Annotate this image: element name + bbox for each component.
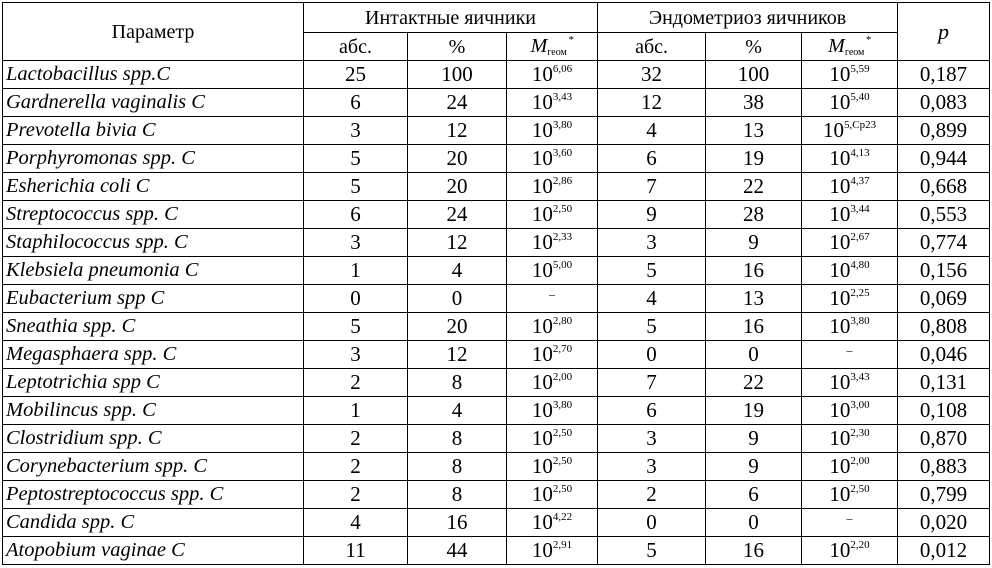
intact-abs: 1: [304, 257, 408, 285]
intact-percent: 8: [408, 453, 507, 481]
endometriosis-mgeom: 10$^{4,13}$: [802, 145, 898, 173]
intact-percent: 12: [408, 229, 507, 257]
organism-name: Sneathia spp. C: [3, 313, 304, 341]
p-value: 0,899: [898, 117, 990, 145]
table-row: [3, 145, 990, 173]
organism-name: Clostridium spp. C: [3, 425, 304, 453]
intact-percent: 0: [408, 285, 507, 313]
table-row: [3, 509, 990, 537]
endometriosis-percent: 19: [706, 145, 802, 173]
intact-mgeom: 10$^{3,60}$: [507, 145, 598, 173]
intact-mgeom: 10$^{6,06}$: [507, 61, 598, 89]
table-row: [3, 537, 990, 565]
table-row: [3, 257, 990, 285]
organism-name: Porphyromonas spp. C: [3, 145, 304, 173]
p-value: 0,012: [898, 537, 990, 565]
intact-abs: 3: [304, 229, 408, 257]
endometriosis-percent: 9: [706, 425, 802, 453]
mgeom-header: $M_{геом}^*$: [507, 33, 598, 61]
intact-mgeom: 10$^{5,00}$: [507, 257, 598, 285]
intact-percent: 24: [408, 201, 507, 229]
percent-header: %: [408, 33, 507, 61]
p-value: 0,799: [898, 481, 990, 509]
endometriosis-abs: 4: [598, 285, 706, 313]
intact-percent: 12: [408, 341, 507, 369]
group-intact-header: Интактные яичники: [304, 3, 598, 33]
endometriosis-percent: 16: [706, 257, 802, 285]
organism-name: Klebsiela pneumonia C: [3, 257, 304, 285]
table-row: [3, 425, 990, 453]
intact-mgeom: 10$^{2,80}$: [507, 313, 598, 341]
endometriosis-percent: 16: [706, 537, 802, 565]
p-value: 0,553: [898, 201, 990, 229]
endometriosis-percent: 6: [706, 481, 802, 509]
intact-abs: 2: [304, 425, 408, 453]
p-value: 0,046: [898, 341, 990, 369]
intact-abs: 5: [304, 145, 408, 173]
organism-name: Candida spp. C: [3, 509, 304, 537]
organism-name: Mobilincus spp. C: [3, 397, 304, 425]
intact-mgeom: –: [507, 285, 598, 313]
endometriosis-percent: 100: [706, 61, 802, 89]
endometriosis-abs: 6: [598, 397, 706, 425]
intact-abs: 2: [304, 369, 408, 397]
organism-name: Gardnerella vaginalis C: [3, 89, 304, 117]
endometriosis-percent: 19: [706, 397, 802, 425]
endometriosis-percent: 9: [706, 453, 802, 481]
endometriosis-percent: 9: [706, 229, 802, 257]
intact-abs: 3: [304, 341, 408, 369]
table-row: [3, 313, 990, 341]
table-row: [3, 201, 990, 229]
intact-mgeom: 10$^{2,50}$: [507, 201, 598, 229]
intact-percent: 8: [408, 369, 507, 397]
endometriosis-percent: 38: [706, 89, 802, 117]
intact-percent: 20: [408, 173, 507, 201]
p-value: 0,020: [898, 509, 990, 537]
intact-abs: 1: [304, 397, 408, 425]
endometriosis-percent: 13: [706, 285, 802, 313]
table-row: [3, 369, 990, 397]
p-value: 0,668: [898, 173, 990, 201]
table-body: [3, 61, 990, 565]
intact-percent: 12: [408, 117, 507, 145]
intact-percent: 44: [408, 537, 507, 565]
intact-abs: 3: [304, 117, 408, 145]
endometriosis-mgeom: 10$^{3,43}$: [802, 369, 898, 397]
mgeom-header: $M_{геом}^*$: [802, 33, 898, 61]
intact-mgeom: 10$^{2,50}$: [507, 453, 598, 481]
endometriosis-mgeom: 10$^{4,80}$: [802, 257, 898, 285]
intact-abs: 5: [304, 313, 408, 341]
intact-percent: 100: [408, 61, 507, 89]
endometriosis-abs: 2: [598, 481, 706, 509]
endometriosis-abs: 0: [598, 509, 706, 537]
endometriosis-mgeom: 10$^{3,44}$: [802, 201, 898, 229]
endometriosis-abs: 3: [598, 453, 706, 481]
intact-mgeom: 10$^{3,80}$: [507, 397, 598, 425]
percent-header: %: [706, 33, 802, 61]
intact-abs: 6: [304, 89, 408, 117]
table-header: [3, 3, 990, 61]
abs-header: абс.: [304, 33, 408, 61]
intact-percent: 8: [408, 425, 507, 453]
endometriosis-mgeom: 10$^{4,37}$: [802, 173, 898, 201]
endometriosis-percent: 28: [706, 201, 802, 229]
endometriosis-abs: 3: [598, 425, 706, 453]
p-value: 0,108: [898, 397, 990, 425]
intact-percent: 20: [408, 145, 507, 173]
table-row: [3, 453, 990, 481]
endometriosis-abs: 6: [598, 145, 706, 173]
p-value: 0,156: [898, 257, 990, 285]
table-row: [3, 173, 990, 201]
p-value: 0,870: [898, 425, 990, 453]
p-value: 0,883: [898, 453, 990, 481]
intact-abs: 11: [304, 537, 408, 565]
intact-abs: 5: [304, 173, 408, 201]
p-value: 0,808: [898, 313, 990, 341]
table-row: [3, 61, 990, 89]
intact-percent: 24: [408, 89, 507, 117]
organism-name: Corynebacterium spp. C: [3, 453, 304, 481]
p-value: 0,131: [898, 369, 990, 397]
organism-name: Leptotrichia spp C: [3, 369, 304, 397]
intact-mgeom: 10$^{2,86}$: [507, 173, 598, 201]
endometriosis-percent: 0: [706, 509, 802, 537]
endometriosis-percent: 22: [706, 369, 802, 397]
p-value: 0,774: [898, 229, 990, 257]
intact-abs: 2: [304, 481, 408, 509]
group-endometriosis-header: Эндометриоз яичников: [598, 3, 898, 33]
intact-mgeom: 10$^{2,33}$: [507, 229, 598, 257]
p-value-header: p: [898, 3, 990, 61]
organism-name: Prevotella bivia C: [3, 117, 304, 145]
endometriosis-abs: 12: [598, 89, 706, 117]
intact-mgeom: 10$^{4,22}$: [507, 509, 598, 537]
table-row: [3, 397, 990, 425]
intact-percent: 4: [408, 397, 507, 425]
endometriosis-mgeom: –: [802, 509, 898, 537]
endometriosis-mgeom: 10$^{2,20}$: [802, 537, 898, 565]
intact-percent: 20: [408, 313, 507, 341]
intact-mgeom: 10$^{2,91}$: [507, 537, 598, 565]
organism-name: Streptococcus spp. C: [3, 201, 304, 229]
endometriosis-percent: 13: [706, 117, 802, 145]
table-row: [3, 117, 990, 145]
endometriosis-abs: 7: [598, 173, 706, 201]
endometriosis-abs: 4: [598, 117, 706, 145]
table-row: [3, 89, 990, 117]
endometriosis-mgeom: 10$^{2,00}$: [802, 453, 898, 481]
organism-name: Eubacterium spp C: [3, 285, 304, 313]
endometriosis-abs: 5: [598, 313, 706, 341]
intact-mgeom: 10$^{2,00}$: [507, 369, 598, 397]
endometriosis-mgeom: 10$^{2,25}$: [802, 285, 898, 313]
organism-name: Megasphaera spp. C: [3, 341, 304, 369]
p-value: 0,944: [898, 145, 990, 173]
p-value: 0,069: [898, 285, 990, 313]
intact-mgeom: 10$^{2,50}$: [507, 425, 598, 453]
intact-mgeom: 10$^{2,70}$: [507, 341, 598, 369]
endometriosis-mgeom: 10$^{2,67}$: [802, 229, 898, 257]
endometriosis-mgeom: 10$^{3,00}$: [802, 397, 898, 425]
endometriosis-mgeom: 10$^{5,40}$: [802, 89, 898, 117]
table-row: [3, 229, 990, 257]
organism-name: Lactobacillus spp.C: [3, 61, 304, 89]
intact-mgeom: 10$^{2,50}$: [507, 481, 598, 509]
endometriosis-mgeom: 10$^{3,80}$: [802, 313, 898, 341]
endometriosis-mgeom: 10$^{2,30}$: [802, 425, 898, 453]
table-row: [3, 341, 990, 369]
intact-abs: 6: [304, 201, 408, 229]
table-row: [3, 481, 990, 509]
endometriosis-abs: 32: [598, 61, 706, 89]
endometriosis-abs: 5: [598, 537, 706, 565]
organism-name: Staphilococcus spp. C: [3, 229, 304, 257]
endometriosis-percent: 16: [706, 313, 802, 341]
endometriosis-percent: 0: [706, 341, 802, 369]
endometriosis-abs: 7: [598, 369, 706, 397]
endometriosis-mgeom: 10$^{2,50}$: [802, 481, 898, 509]
endometriosis-abs: 9: [598, 201, 706, 229]
endometriosis-mgeom: 10$^{5,59}$: [802, 61, 898, 89]
endometriosis-abs: 3: [598, 229, 706, 257]
intact-abs: 0: [304, 285, 408, 313]
intact-abs: 4: [304, 509, 408, 537]
endometriosis-abs: 5: [598, 257, 706, 285]
endometriosis-mgeom: $10^{5,Ср23}$: [802, 117, 898, 145]
organism-name: Atopobium vaginae C: [3, 537, 304, 565]
microflora-table: [2, 2, 990, 565]
intact-percent: 8: [408, 481, 507, 509]
intact-abs: 25: [304, 61, 408, 89]
organism-name: Peptostreptococcus spp. C: [3, 481, 304, 509]
organism-name: Esherichia coli C: [3, 173, 304, 201]
endometriosis-percent: 22: [706, 173, 802, 201]
p-value: 0,083: [898, 89, 990, 117]
intact-mgeom: 10$^{3,43}$: [507, 89, 598, 117]
intact-percent: 16: [408, 509, 507, 537]
endometriosis-abs: 0: [598, 341, 706, 369]
abs-header: абс.: [598, 33, 706, 61]
intact-percent: 4: [408, 257, 507, 285]
p-value: 0,187: [898, 61, 990, 89]
table-row: [3, 285, 990, 313]
intact-abs: 2: [304, 453, 408, 481]
endometriosis-mgeom: –: [802, 341, 898, 369]
intact-mgeom: 10$^{3,80}$: [507, 117, 598, 145]
param-header: Параметр: [3, 3, 304, 61]
